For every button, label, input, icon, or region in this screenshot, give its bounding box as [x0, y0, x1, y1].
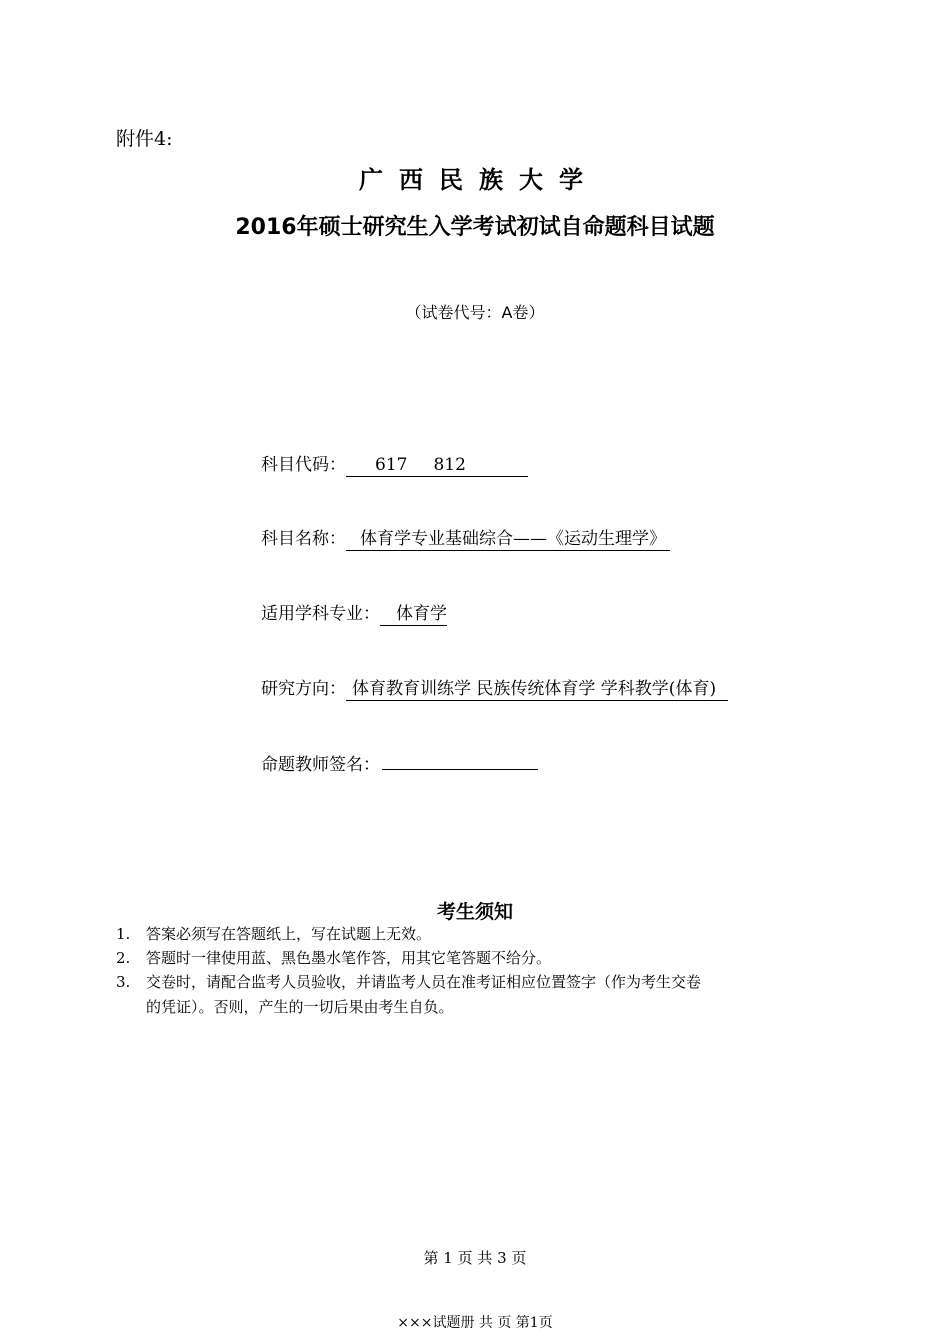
- notice-item: [116, 946, 551, 970]
- subject-code-field: [261, 450, 528, 477]
- notice-title: 考生须知: [436, 901, 513, 923]
- notice-item-text: 答题时一律使用蓝、黑色墨水笔作答，用其它笔答题不给分。: [146, 949, 552, 967]
- signature-label: 命题教师签名：: [261, 755, 380, 775]
- signature-line: [382, 748, 538, 770]
- footer: ×××试题册 共 页 第1页: [397, 1315, 553, 1331]
- subject-name-field: [261, 524, 670, 551]
- page-number: 第 1 页 共 3 页: [423, 1249, 527, 1267]
- notice-item-number: 2.: [116, 949, 131, 967]
- subject-code-2: 812: [433, 455, 466, 475]
- subject-code-1: 617: [375, 455, 408, 475]
- subject-name-label: 科目名称：: [261, 529, 346, 549]
- notice-item-text: 交卷时，请配合监考人员验收，并请监考人员在准考证相应位置签字（作为考生交卷: [146, 973, 702, 991]
- university-name: 广西民族大学: [359, 166, 599, 194]
- subject-code-value: [346, 455, 528, 477]
- notice-item-number: 3.: [116, 973, 131, 991]
- paper-code: （试卷代号：A卷）: [405, 303, 545, 322]
- notice-item: [116, 970, 701, 994]
- major-field: [261, 599, 447, 626]
- research-direction-value: 体育教育训练学 民族传统体育学 学科教学(体育): [346, 679, 728, 701]
- notice-item-continuation: 的凭证）。否则，产生的一切后果由考生自负。: [146, 998, 454, 1016]
- notice-item-number: 1.: [116, 925, 131, 943]
- subject-code-label: 科目代码：: [261, 455, 346, 475]
- major-value: 体育学: [380, 604, 447, 626]
- notice-item-text: 答案必须写在答题纸上，写在试题上无效。: [146, 925, 432, 943]
- major-label: 适用学科专业：: [261, 604, 380, 624]
- exam-title: 2016年硕士研究生入学考试初试自命题科目试题: [235, 215, 715, 240]
- signature-field: [261, 748, 538, 775]
- research-direction-field: [261, 674, 728, 701]
- attachment-label: 附件4:: [116, 128, 173, 150]
- notice-item: [116, 922, 431, 946]
- subject-name-value: 体育学专业基础综合——《运动生理学》: [346, 529, 670, 551]
- research-direction-label: 研究方向：: [261, 679, 346, 699]
